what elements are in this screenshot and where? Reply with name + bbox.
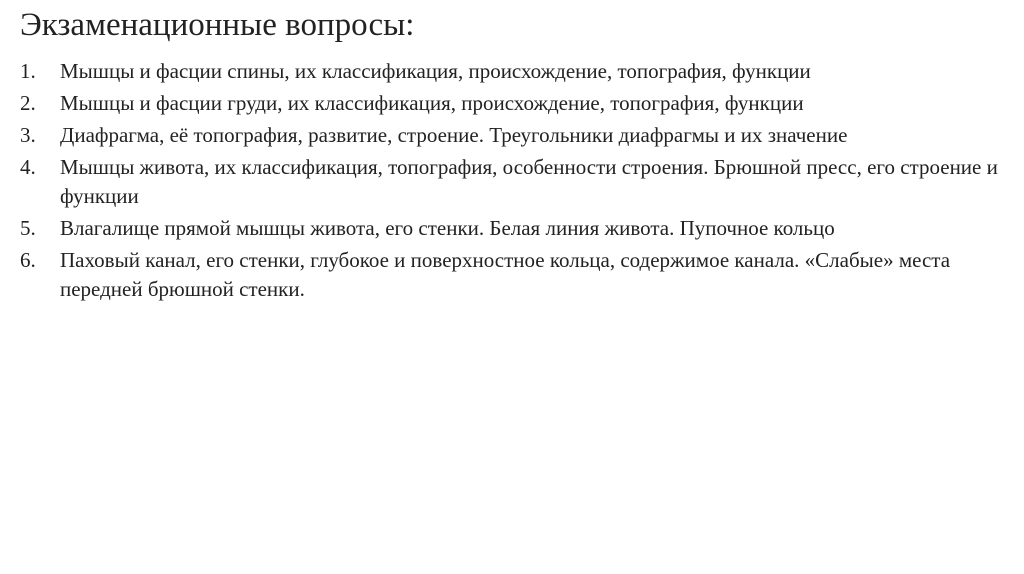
list-item — [20, 89, 1002, 118]
item-text: Влагалище прямой мышцы живота, его стенки. Белая линия живота. Пупочное кольцо — [60, 216, 835, 240]
item-number: 1. — [20, 59, 36, 83]
item-number: 2. — [20, 91, 36, 115]
list-item — [20, 214, 1002, 243]
slide-title: Экзаменационные вопросы: — [20, 7, 415, 43]
item-text: Паховый канал, его стенки, глубокое и поверхностное кольца, содержимое канала. «Слабые» места передней брюшной стенки. — [60, 248, 951, 301]
list-item — [20, 153, 1002, 211]
item-number: 5. — [20, 216, 36, 240]
item-text: Диафрагма, её топография, развитие, строение. Треугольники диафрагмы и их значение — [60, 123, 848, 147]
item-number: 3. — [20, 123, 36, 147]
item-text: Мышцы и фасции спины, их классификация, происхождение, топография, функции — [60, 59, 811, 83]
item-number: 4. — [20, 155, 36, 179]
list-item — [20, 121, 1002, 150]
list-item — [20, 246, 1002, 304]
item-number: 6. — [20, 248, 36, 272]
item-text: Мышцы и фасции груди, их классификация, происхождение, топография, функции — [60, 91, 804, 115]
list-item — [20, 57, 1002, 86]
item-text: Мышцы живота, их классификация, топография, особенности строения. Брюшной пресс, его строение и функции — [60, 155, 998, 208]
question-list — [20, 57, 1002, 304]
